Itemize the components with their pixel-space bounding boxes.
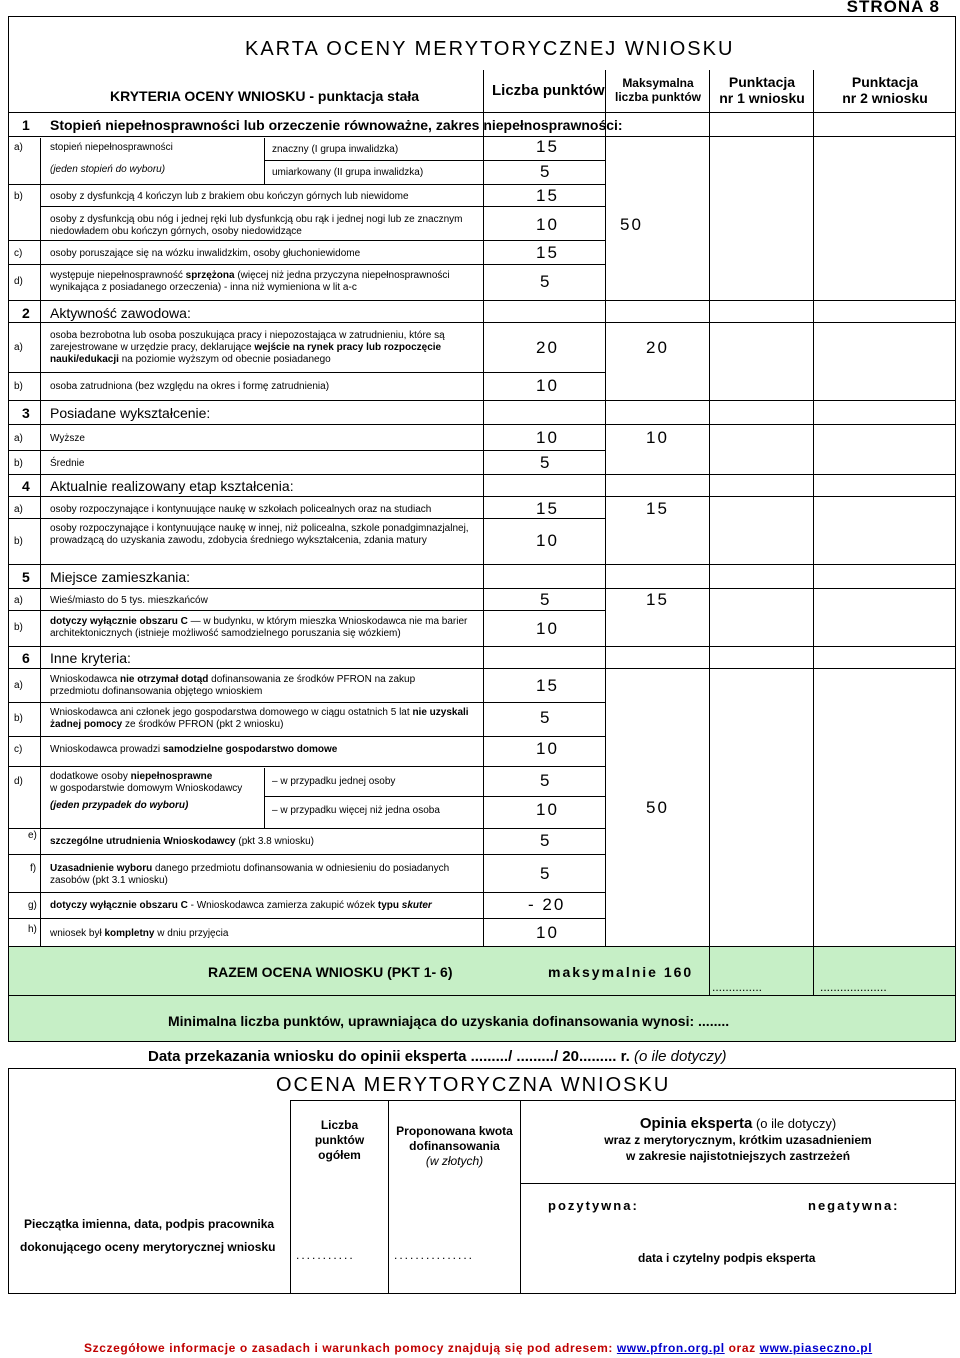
s3-b-letter: b) — [14, 458, 23, 469]
stamp-line-2: dokonującego oceny merytorycznej wniosku — [20, 1240, 276, 1254]
s1-d-text: występuje niepełnosprawność sprzężona (więcej niż jedna przyczyna niepełnosprawności wynikająca z posiadanego orzeczenia) - inna niż wymieniona w lit a-c — [50, 270, 450, 293]
s5-a-points: 5 — [540, 590, 552, 609]
s6-h-text: wniosek był kompletny w dniu przyjęcia — [50, 928, 229, 939]
total-score-1[interactable]: ............... — [712, 980, 763, 994]
s1-d-points: 5 — [540, 272, 552, 291]
proposed-amount-field[interactable]: ............... — [394, 1248, 475, 1262]
s1-b2-points: 10 — [536, 215, 559, 234]
s1-a2-points: 5 — [540, 162, 552, 181]
s4-b-letter: b) — [14, 536, 23, 547]
s4-title: Aktualnie realizowany etap kształcenia: — [50, 478, 294, 494]
s1-b1-points: 15 — [536, 186, 559, 205]
s6-c-letter: c) — [14, 744, 23, 755]
s1-d-letter: d) — [14, 276, 23, 287]
s4-max: 15 — [646, 499, 669, 518]
s3-b-text: Średnie — [50, 458, 85, 469]
s1-b2-text: osoby z dysfunkcją obu nóg i jednej ręki lub dysfunkcją obu rąk i jednej nogi lub ze znacznym niedowładem obu kończyn górnych, osoby niedowidzące — [50, 214, 463, 237]
s6-d1-points: 5 — [540, 771, 552, 790]
s5-title: Miejsce zamieszkania: — [50, 569, 191, 585]
s6-max: 50 — [646, 798, 669, 817]
s5-b-text: dotyczy wyłącznie obszaru C — w budynku, w którym mieszka Wnioskodawca nie ma barier architektonicznych (istnieje możliwość samodzielnego poruszania się wózkiem) — [50, 616, 468, 639]
s6-d-note: (jeden przypadek do wyboru) — [50, 800, 189, 811]
s6-f-text: Uzasadnienie wyboru danego przedmiotu dofinansowania w odniesieniu do posiadanych zasobów (pkt 3.1 wniosku) — [50, 863, 450, 886]
s4-a-points: 15 — [536, 499, 559, 518]
expert-title: OCENA MERYTORYCZNA WNIOSKU — [276, 1074, 671, 1096]
s6-d-text: dodatkowe osoby niepełnosprawne w gospodarstwie domowym Wnioskodawcy — [50, 771, 243, 794]
s6-a-points: 15 — [536, 676, 559, 695]
s3-max: 10 — [646, 428, 669, 447]
footer-info: Szczegółowe informacje o zasadach i warunkach pomocy znajdują się pod adresem: www.pfron.org.pl oraz www.piaseczno.pl — [84, 1341, 873, 1355]
header-max: Maksymalna liczba punktów — [614, 76, 701, 104]
col-expert-opinion: Opinia eksperta (o ile dotyczy) wraz z merytorycznym, krótkim uzasadnieniem w zakresie najistotniejszych zastrzeżeń — [604, 1115, 872, 1163]
s5-a-letter: a) — [14, 595, 23, 606]
s2-a-text: osoba bezrobotna lub osoba poszukująca pracy i niepozostająca w zatrudnieniu, które są zarejestrowane w urzędzie pracy, deklarujące wejście na rynek pracy lub rozpoczęcie nauki/edukacji na poziomie wyższym od obecnie posiadanego — [50, 330, 445, 365]
s6-d1-text: – w przypadku jednej osoby — [272, 776, 396, 787]
s1-c-text: osoby poruszające się na wózku inwalidzkim, osoby głuchoniewidome — [50, 248, 361, 259]
s2-max: 20 — [646, 338, 669, 357]
expert-signature: data i czytelny podpis eksperta — [638, 1251, 816, 1265]
s5-b-points: 10 — [536, 619, 559, 638]
s5-num: 5 — [22, 569, 30, 585]
s6-g-letter: g) — [28, 900, 37, 911]
s2-b-text: osoba zatrudniona (bez względu na okres i formę zatrudnienia) — [50, 381, 330, 392]
s6-c-points: 10 — [536, 739, 559, 758]
s3-a-letter: a) — [14, 433, 23, 444]
s4-a-letter: a) — [14, 504, 23, 515]
s2-b-points: 10 — [536, 376, 559, 395]
s6-h-points: 10 — [536, 923, 559, 942]
s3-title: Posiadane wykształcenie: — [50, 405, 211, 421]
s6-d2-points: 10 — [536, 800, 559, 819]
s1-b-letter: b) — [14, 191, 23, 202]
s6-e-points: 5 — [540, 831, 552, 850]
s6-d2-text: – w przypadku więcej niż jedna osoba — [272, 805, 440, 816]
s1-a-label: stopień niepełnosprawności — [50, 142, 173, 153]
s6-b-points: 5 — [540, 708, 552, 727]
s6-e-letter: e) — [28, 830, 37, 841]
s1-a-note: (jeden stopień do wyboru) — [50, 164, 166, 175]
s1-b1-text: osoby z dysfunkcją 4 kończyn lub z brakiem obu kończyn górnych lub niewidome — [50, 191, 409, 202]
s6-b-letter: b) — [14, 713, 23, 724]
s3-b-points: 5 — [540, 453, 552, 472]
s2-b-letter: b) — [14, 381, 23, 392]
s3-num: 3 — [22, 405, 30, 421]
s1-a1-points: 15 — [536, 137, 559, 156]
s1-max: 50 — [620, 215, 643, 234]
total-label: RAZEM OCENA WNIOSKU (PKT 1- 6) — [208, 964, 453, 980]
s1-c-points: 15 — [536, 243, 559, 262]
s5-max: 15 — [646, 590, 669, 609]
opinion-positive[interactable]: pozytywna: — [548, 1198, 639, 1213]
s6-a-letter: a) — [14, 680, 23, 691]
s6-a-text: Wnioskodawca nie otrzymał dotąd dofinansowania ze środków PFRON na zakup przedmiotu dofinansowania objętego wnioskiem — [50, 674, 416, 697]
page-label: STRONA 8 — [846, 0, 940, 16]
s4-num: 4 — [22, 478, 30, 494]
s6-num: 6 — [22, 650, 30, 666]
s1-c-letter: c) — [14, 248, 23, 259]
total-max: maksymalnie 160 — [548, 964, 694, 980]
s6-f-letter: f) — [30, 863, 37, 874]
s6-c-text: Wnioskodawca prowadzi samodzielne gospodarstwo domowe — [50, 744, 338, 755]
s5-b-letter: b) — [14, 622, 23, 633]
minimum-label: Minimalna liczba punktów, uprawniająca do uzyskania dofinansowania wynosi: ........ — [168, 1013, 730, 1029]
total-points-field[interactable]: ........... — [296, 1248, 355, 1262]
s4-a-text: osoby rozpoczynające i kontynuujące naukę w szkołach policealnych oraz na studiach — [50, 504, 432, 515]
opinion-negative[interactable]: negatywna: — [808, 1198, 900, 1213]
s6-title: Inne kryteria: — [50, 650, 131, 666]
s6-f-points: 5 — [540, 864, 552, 883]
link-pfron[interactable]: www.pfron.org.pl — [616, 1341, 725, 1355]
total-score-2[interactable]: .................... — [820, 980, 887, 994]
col-total-points: Liczba punktów ogółem — [314, 1118, 365, 1162]
s6-g-text: dotyczy wyłącznie obszaru C - Wnioskodawca zamierza zakupić wózek typu skuter — [50, 900, 432, 911]
stamp-line-1: Pieczątka imienna, data, podpis pracownika — [24, 1217, 275, 1231]
s4-b-text: osoby rozpoczynające i kontynuujące naukę w innej, niż policealna, szkole ponadgimnazjalnej, prowadzącą do uzyskania zawodu, zdobycia średniego wykształcenia, zdania matury — [50, 523, 469, 546]
header-points: Liczba punktów — [492, 82, 605, 99]
link-piaseczno[interactable]: www.piaseczno.pl — [759, 1341, 873, 1355]
s6-e-text: szczególne utrudnienia Wnioskodawcy (pkt 3.8 wniosku) — [50, 836, 314, 847]
s6-d-letter: d) — [14, 776, 23, 787]
header-criteria: KRYTERIA OCENY WNIOSKU - punktacja stała — [110, 88, 420, 104]
s1-a1-text: znaczny (I grupa inwalidzka) — [272, 144, 399, 155]
s6-g-points: - 20 — [528, 895, 566, 914]
s5-a-text: Wieś/miasto do 5 tys. mieszkańców — [50, 595, 208, 606]
s1-title: Stopień niepełnosprawności lub orzeczenie równoważne, zakres niepełnosprawności: — [50, 117, 623, 133]
s6-b-text: Wnioskodawca ani członek jego gospodarstwa domowego w ciągu ostatnich 5 lat nie uzyskali żadnej pomocy ze środków PFRON (pkt 2 wniosku) — [50, 707, 469, 730]
s4-b-points: 10 — [536, 531, 559, 550]
header-score-1: Punktacja nr 1 wniosku — [719, 74, 805, 106]
page-title: KARTA OCENY MERYTORYCZNEJ WNIOSKU — [245, 38, 735, 60]
s3-a-text: Wyższe — [50, 433, 85, 444]
s1-a2-text: umiarkowany (II grupa inwalidzka) — [272, 167, 424, 178]
s2-title: Aktywność zawodowa: — [50, 305, 191, 321]
col-proposed-amount: Proponowana kwota dofinansowania (w złotych) — [396, 1124, 513, 1168]
s2-num: 2 — [22, 305, 30, 321]
s2-a-points: 20 — [536, 338, 559, 357]
s2-a-letter: a) — [14, 342, 23, 353]
s3-a-points: 10 — [536, 428, 559, 447]
s6-h-letter: h) — [28, 924, 37, 935]
s1-num: 1 — [22, 117, 30, 133]
expert-date-line: Data przekazania wniosku do opinii eksperta ........./ ........./ 20......... r. (o ile dotyczy) — [148, 1048, 727, 1065]
header-score-2: Punktacja nr 2 wniosku — [842, 74, 928, 106]
s1-a-letter: a) — [14, 142, 23, 153]
